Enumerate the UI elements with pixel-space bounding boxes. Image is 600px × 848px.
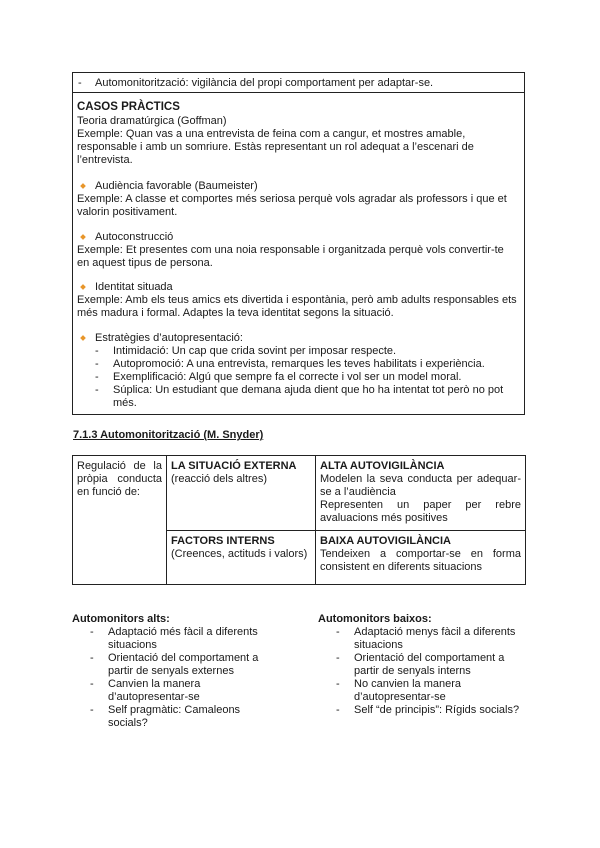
theory-example-line: l’entrevista. xyxy=(77,154,133,166)
strategy-item: - Súplica: Un estudiant que demana ajuda dient que ho ha intentat tot però no pot xyxy=(95,384,504,396)
automonitor-table xyxy=(72,455,526,585)
alta-autovigilancia-text: Modelen la seva conducta per adequar-se a l’audiència xyxy=(320,473,521,498)
situacio-externa-title: LA SITUACIÓ EXTERNA xyxy=(171,460,297,472)
alta-autovigilancia-title: ALTA AUTOVIGILÀNCIA xyxy=(320,460,445,472)
estrategies-title: Estratègies d’autopresentació: xyxy=(95,332,243,344)
autoconstruccio-example-line: en aquest tipus de persona. xyxy=(77,257,213,269)
casos-practics-box xyxy=(72,93,525,415)
baixa-autovigilancia-cell xyxy=(316,531,526,585)
audiencia-title: Audiència favorable (Baumeister) xyxy=(95,180,258,192)
factors-interns-sub: (Creences, actituds i valors) xyxy=(171,548,308,560)
list-item: - Canvien la manera d’autopresentar-se xyxy=(90,678,201,703)
audiencia-example-line: valorin positivament. xyxy=(77,206,178,218)
factors-interns-cell xyxy=(167,531,316,585)
list-item: - Adaptació menys fàcil a diferents situacions xyxy=(336,626,516,651)
dash: - xyxy=(78,77,82,89)
bullet-icon xyxy=(80,284,86,290)
alts-list xyxy=(90,626,259,730)
situacio-externa-sub: (reacció dels altres) xyxy=(171,473,267,485)
bullet-icon xyxy=(80,183,86,189)
alts-title: Automonitors alts: xyxy=(72,613,170,625)
top-box xyxy=(72,72,525,93)
identitat-title: Identitat situada xyxy=(95,281,173,293)
strategy-item: - Exemplificació: Algú que sempre fa el correcte i vol ser un model moral. xyxy=(95,371,462,383)
situacio-externa-cell xyxy=(167,456,316,531)
baixos-list xyxy=(336,626,520,717)
identitat-example-line: Exemple: Amb els teus amics ets divertida i espontània, però amb adults responsables ets xyxy=(77,294,517,306)
identitat-example-line: més madura i formal. Adaptes la teva identitat segons la situació. xyxy=(77,307,394,319)
list-item: - Adaptació més fàcil a diferents situacions xyxy=(90,626,258,651)
list-item: - No canvien la manera d’autopresentar-se xyxy=(336,678,462,703)
theory-example-line: responsable i amb un somriure. Estàs representant un rol adequat a l’escenari de xyxy=(77,141,474,153)
automonitor-item: - Automonitorització: vigilància del propi comportament per adaptar-se. xyxy=(78,77,434,89)
section-title: 7.1.3 Automonitorització (M. Snyder) xyxy=(73,429,264,441)
autoconstruccio-example-line: Exemple: Et presentes com una noia responsable i organitzada perquè vols convertir-te xyxy=(77,244,504,256)
strategy-item: - Intimidació: Un cap que crida sovint per imposar respecte. xyxy=(95,345,397,357)
strategy-item-continuation: més. xyxy=(113,397,137,409)
baixos-title: Automonitors baixos: xyxy=(318,613,432,625)
regulation-cell: Regulació de la pròpia conducta en funció de: xyxy=(73,456,167,585)
baixa-autovigilancia-title: BAIXA AUTOVIGILÀNCIA xyxy=(320,535,451,547)
theory-example-line: Exemple: Quan vas a una entrevista de feina com a cangur, et mostres amable, xyxy=(77,128,466,140)
list-item: - Orientació del comportament a partir de senyals externes xyxy=(90,652,259,677)
bullet-icon xyxy=(80,335,86,341)
autoconstruccio-title: Autoconstrucció xyxy=(95,231,174,243)
bullet-icon xyxy=(80,234,86,240)
casos-heading: CASOS PRÀCTICS xyxy=(77,101,180,113)
list-item: - Orientació del comportament a partir de senyals interns xyxy=(336,652,505,677)
alta-autovigilancia-text: Representen un paper per rebre avaluacions més positives xyxy=(320,499,521,524)
audiencia-example-line: Exemple: A classe et comportes més seriosa perquè vols agradar als professors i que et xyxy=(77,193,507,205)
theory-title: Teoria dramatúrgica (Goffman) xyxy=(77,115,227,127)
list-item: - Self pragmàtic: Camaleons socials? xyxy=(90,704,241,729)
alta-autovigilancia-cell xyxy=(316,456,526,531)
strategy-item: - Autopromoció: A una entrevista, remarques les teves habilitats i experiència. xyxy=(95,358,485,370)
list-item: - Self “de principis”: Rígids socials? xyxy=(336,704,520,716)
baixa-autovigilancia-text: Tendeixen a comportar-se en forma consistent en diferents situacions xyxy=(320,548,521,573)
factors-interns-title: FACTORS INTERNS xyxy=(171,535,275,547)
